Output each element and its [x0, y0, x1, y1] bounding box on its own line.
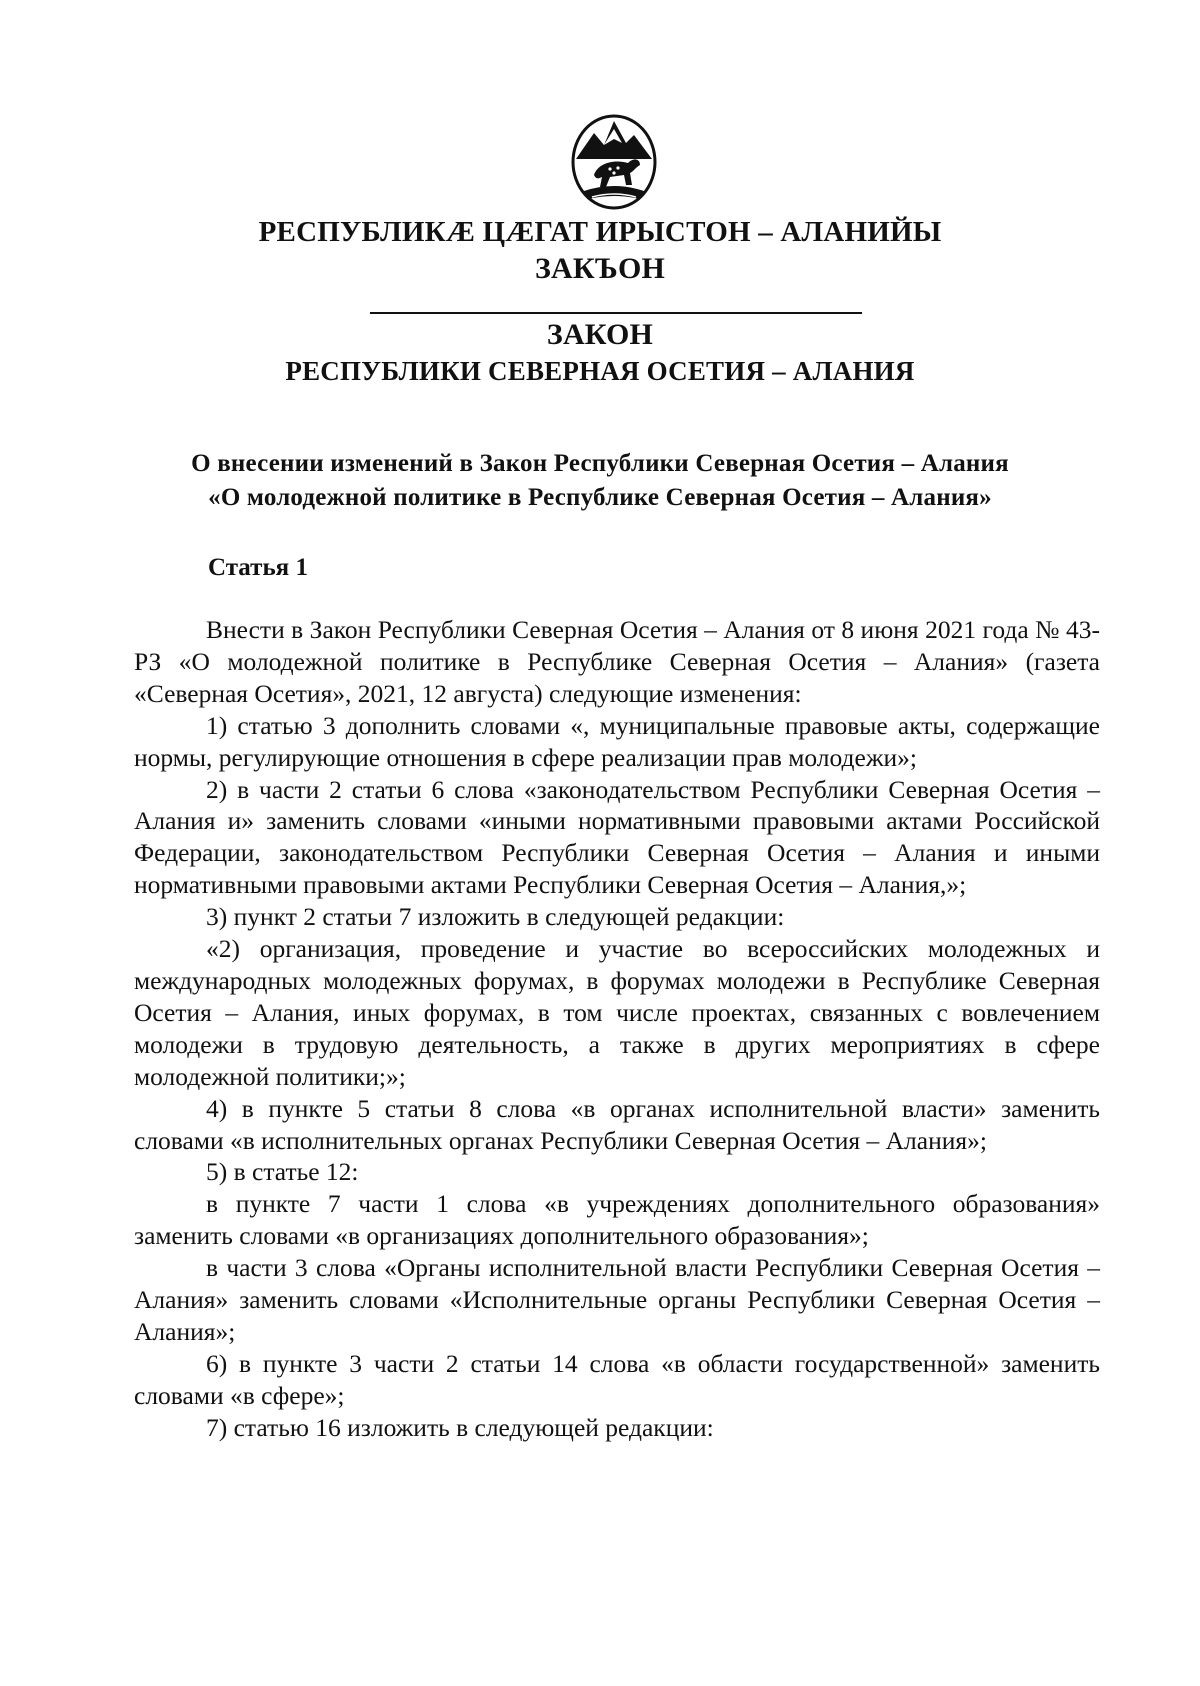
- republic-ossetian-heading: РЕСПУБЛИКӔ ЦӔГАТ ИРЫСТОН – АЛАНИЙЫ: [258, 216, 942, 248]
- paragraph-item-2: 2) в части 2 статьи 6 слова «законодательством Республики Северная Осетия – Алания и» заменить словами «иными нормативными правовыми актами Российской Федерации, законодательством Республики Северная Осетия – Алания и иными нормативными правовыми актами Республики Северная Осетия – Алания,»;: [134, 774, 1100, 900]
- paragraph-intro: Внести в Закон Республики Северная Осетия – Алания от 8 июня 2021 года № 43-РЗ «О молодежной политике в Республике Северная Осетия – Алания» (газета «Северная Осетия», 2021, 12 августа) следующие изменения:: [134, 615, 1100, 708]
- paragraph-item-6: 6) в пункте 3 части 2 статьи 14 слова «в области государственной» заменить словами «в сфере»;: [134, 1348, 1100, 1410]
- article-body: [134, 614, 1100, 1444]
- republic-russian-heading: РЕСПУБЛИКИ СЕВЕРНАЯ ОСЕТИЯ – АЛАНИЯ: [285, 356, 915, 386]
- paragraph-item-1: 1) статью 3 дополнить словами «, муниципальные правовые акты, содержащие нормы, регулирующие отношения в сфере реализации прав молодежи»;: [134, 710, 1100, 772]
- law-title-line-1: О внесении изменений в Закон Республики Северная Осетия – Алания: [191, 450, 1009, 477]
- paragraph-item-4: 4) в пункте 5 статьи 8 слова «в органах исполнительной власти» заменить словами «в исполнительных органах Республики Северная Осетия – Алания»;: [134, 1093, 1100, 1155]
- paragraph-item-3-text: «2) организация, проведение и участие во всероссийских молодежных и международных молодежных форумах, в форумах молодежи в Республике Северная Осетия – Алания, иных форумах, в том числе проектах, связанных с вовлечением молодежи в трудовую деятельность, а также в других мероприятиях в сфере молодежной политики;»;: [134, 934, 1100, 1091]
- paragraph-item-5-part-3: в части 3 слова «Органы исполнительной власти Республики Северная Осетия – Алания» заменить словами «Исполнительные органы Республики Северная Осетия – Алания»;: [134, 1253, 1100, 1346]
- header-divider: [370, 312, 862, 314]
- law-ossetian-heading: ЗАКЪОН: [534, 252, 666, 285]
- paragraph-item-5: 5) в статье 12:: [206, 1157, 359, 1187]
- law-russian-heading: ЗАКОН: [546, 318, 654, 351]
- paragraph-item-5-part-1: в пункте 7 части 1 слова «в учреждениях дополнительного образования» заменить словами «в организациях дополнительного образования»;: [134, 1189, 1100, 1251]
- paragraph-item-7: 7) статью 16 изложить в следующей редакции:: [206, 1412, 714, 1442]
- paragraph-item-3: 3) пункт 2 статьи 7 изложить в следующей редакции:: [206, 902, 785, 932]
- coat-of-arms-snow-leopard-icon: [570, 113, 658, 211]
- law-title-line-2: «О молодежной политике в Республике Северная Осетия – Алания»: [208, 484, 992, 511]
- article-heading: Статья 1: [208, 554, 308, 581]
